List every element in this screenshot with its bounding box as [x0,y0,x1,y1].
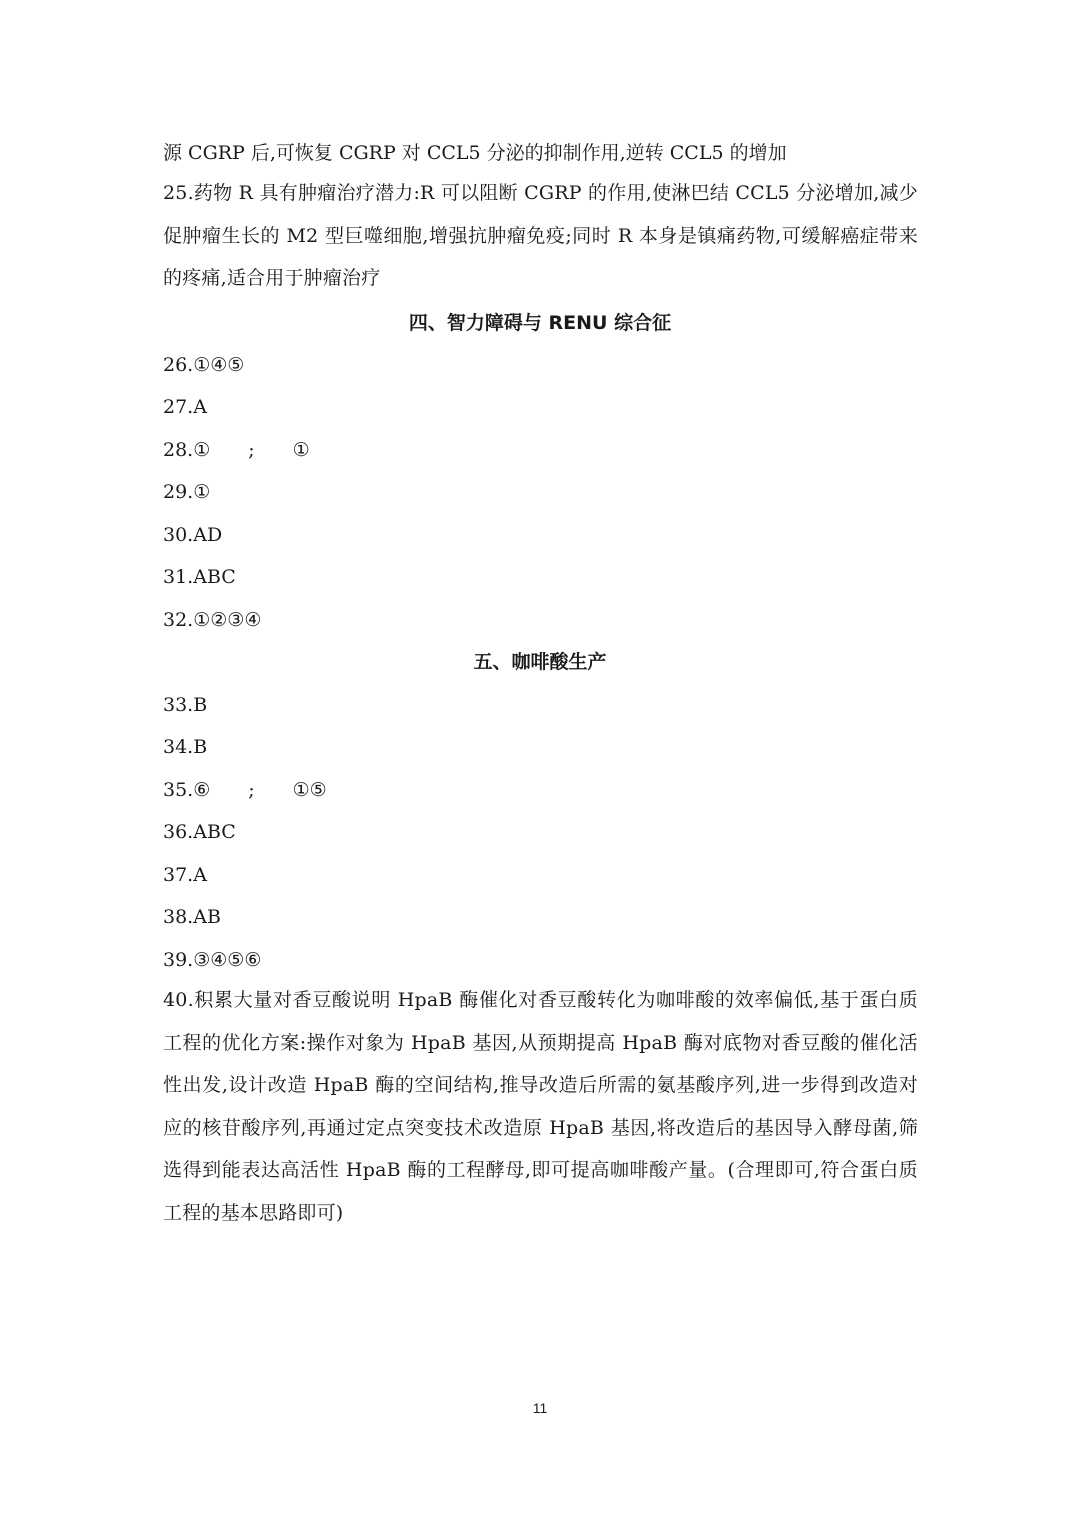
answer-33: 33.B [163,694,208,716]
answer-29: 29.① [163,481,211,503]
answer-35: 35.⑥ ; ①⑤ [163,779,327,801]
answer-26: 26.①④⑤ [163,354,245,376]
answer-30: 30.AD [163,524,223,546]
answer-40: 40.积累大量对香豆酸说明 HpaB 酶催化对香豆酸转化为咖啡酸的效率偏低,基于蛋白质工程的优化方案:操作对象为 HpaB 基因,从预期提高 HpaB 酶对底物对香豆酸的催化活性出发,设计改造 HpaB 酶的空间结构,推导改造后所需的氨基酸序列,进一步得到改造对应的核苷酸序列,再通过定点突变技术改造原 HpaB 基因,将改造后的基因导入酵母菌,筛选得到能表达高活性 HpaB 酶的工程酵母,即可提高咖啡酸产量。(合理即可,符合蛋白质工程的基本思路即可) [163,989,918,1224]
answer-39: 39.③④⑤⑥ [163,949,262,971]
page-number: 11 [532,1400,548,1416]
section-title-caffeic-acid: 五、咖啡酸生产 [473,651,607,673]
answer-34: 34.B [163,736,208,758]
answer-31: 31.ABC [163,566,236,588]
answer-37: 37.A [163,864,207,886]
answer-36: 36.ABC [163,821,236,843]
answer-38: 38.AB [163,906,221,928]
answer-32: 32.①②③④ [163,609,262,631]
answer-25: 25.药物 R 具有肿瘤治疗潜力:R 可以阻断 CGRP 的作用,使淋巴结 CCL5 分泌增加,减少促肿瘤生长的 M2 型巨噬细胞,增强抗肿瘤免疫;同时 R 本身是镇痛药物,可缓解癌症带来的疼痛,适合用于肿瘤治疗 [163,182,918,289]
answer-28: 28.① ; ① [163,439,310,461]
section-title-intellectual-disability: 四、智力障碍与 RENU 综合征 [408,312,672,334]
answer-27: 27.A [163,396,207,418]
answer-continuation-text: 源 CGRP 后,可恢复 CGRP 对 CCL5 分泌的抑制作用,逆转 CCL5 的增加 [163,142,787,164]
